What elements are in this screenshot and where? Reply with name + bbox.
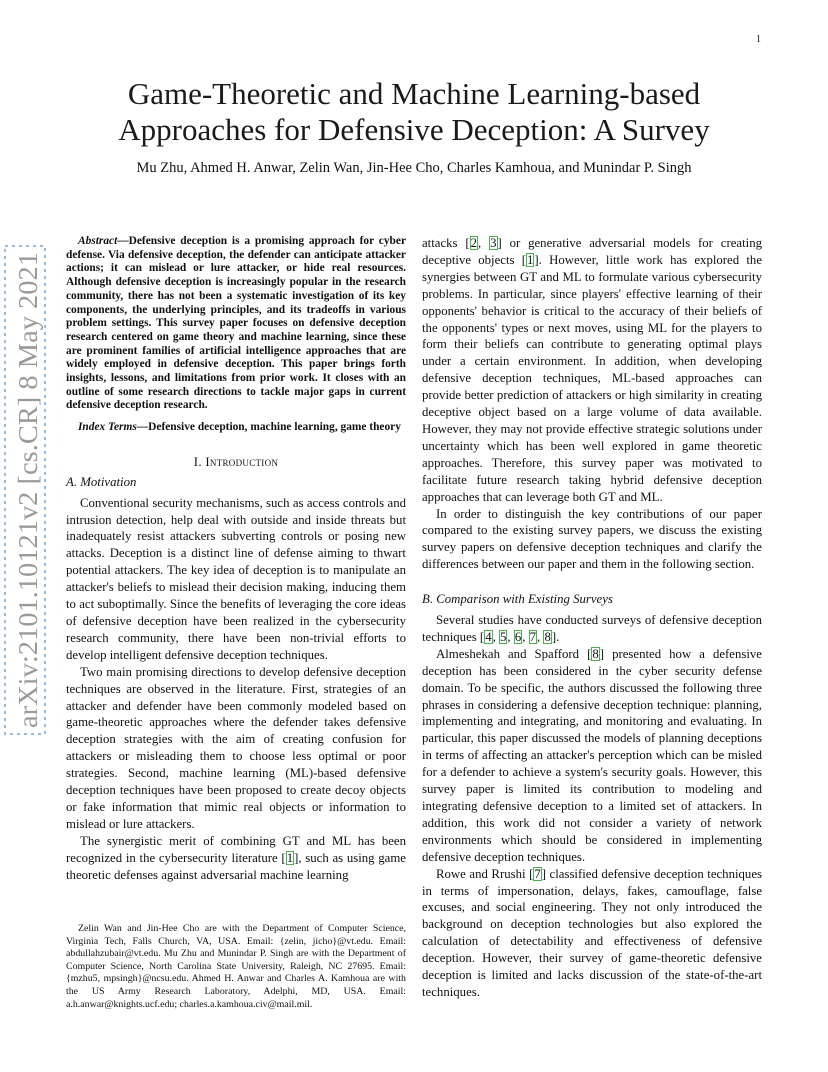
title-line-1: Game-Theoretic and Machine Learning-based [127,76,701,111]
citation-link[interactable]: 7 [529,629,537,644]
right-column [422,235,762,1001]
citation-link[interactable]: 1 [526,252,534,267]
citation-link[interactable]: 2 [470,236,478,250]
abstract [66,235,406,413]
paper-title [40,76,788,148]
title-line-2: Approaches for Defensive Deception: A Survey [118,112,710,147]
citation-link[interactable]: 6 [514,629,522,644]
section-number: I. [193,454,202,469]
author-list: Mu Zhu, Ahmed H. Anwar, Zelin Wan, Jin-Hee Cho, Charles Kamhoua, and Munindar P. Singh [136,160,692,176]
index-terms [66,421,406,435]
paragraph: Several studies have conducted surveys of defensive deception techniques [4, 5, 6, 7, 8]. [422,613,762,644]
index-terms-lead: Index Terms [78,421,137,434]
subsection-motivation: A. Motivation [66,474,137,489]
citation-link[interactable]: 3 [490,236,497,250]
left-column [66,235,406,884]
citation-link[interactable]: 7 [534,866,541,881]
subsection-comparison: B. Comparison with Existing Surveys [422,592,613,607]
section-title: Introduction [205,454,279,469]
paragraph: The synergistic merit of combining GT and ML has been recognized in the cybersecurity literature [1], such as using game theoretic defenses against adversarial machine learning [66,833,406,882]
arxiv-stamp-graphic [2,240,50,740]
citation-link[interactable]: 8 [544,629,551,644]
citation-link[interactable]: 4 [485,629,492,644]
page-number: 1 [756,34,761,45]
paragraph: Almeshekah and Spafford [8] presented how a defensive deception has been considered in the cyber security defense domain. To be specific, the authors discussed the following three phrases in considering a defensive deception technique: planning, implementing and integrating, and monitoring and evaluating. In particular, this paper discussed the models of planning deceptions in terms of affecting an attacker's perception which can be misled for a defender to achieve a system's security goals. However, this survey paper is limited its contribution to modeling and integrating defensive deception to a limited set of attackers. In addition, this work did not consider a variety of network environments which should be considered in implementing defensive deception techniques. [422,646,762,864]
citation-link[interactable]: 5 [500,629,507,644]
paragraph: Rowe and Rrushi [7] classified defensive deception techniques in terms of impersonation, delays, fakes, camouflage, false excuses, and social engineering. They not only introduced the background on deception technologies but also explored the calculation of detectability and effectiveness of defensive deception. However, their survey of game-theoretic defensive deception is limited and lacks discussion of the state-of-the-art techniques. [422,866,762,999]
arxiv-stamp-text: arXiv:2101.10121v2 [cs.CR] 8 May 2021 [12,268,43,728]
abstract-body: —Defensive deception is a promising approach for cyber defense. Via defensive deception, the defender can anticipate attacker actions; it can mislead or lure attacker, or hide real resources. Although defensive deception is increasingly popular in the research community, there has not been a systematic investigation of its key components, the underlying principles, and its tradeoffs in various problem settings. This survey paper focuses on defensive deception research centered on game theory and machine learning, since these are prominent families of artificial intelligence approaches that are widely employed in defensive deception. This paper brings forth insights, lessons, and limitations from prior work. It closes with an outline of some research directions to tackle major gaps in current defensive deception research. [66,235,406,412]
paragraph: In order to distinguish the key contributions of our paper compared to the existing survey papers, we discuss the existing survey papers on defensive deception techniques and clarify the differences between our paper and them in the following section. [422,506,762,572]
citation-link[interactable]: 8 [592,646,599,661]
abstract-lead: Abstract [78,235,118,247]
index-terms-body: —Defensive deception, machine learning, game theory [136,421,401,434]
paragraph: Two main promising directions to develop defensive deception techniques are observed in the literature. First, strategies of an attacker and defender have been commonly modeled based on game-theoretic approaches where the defender takes defensive deception strategies with the aim of creating confusion for attackers or misleading them to choose less optimal or poor strategies. Second, machine learning (ML)-based defensive deception techniques have been proposed to create decoy objects or fake information that mimic real objects or information to mislead or lure attackers. [66,664,406,831]
author-affiliation-footnote: Zelin Wan and Jin-Hee Cho are with the Department of Computer Science, Virginia Tech, Falls Church, VA, USA. Email: {zelin, jicho}@vt.edu. Email: abdullahzubair@vt.edu. Mu Zhu and Munindar P. Singh are with the Department of Computer Science, North Carolina State University, Raleigh, NC 27695. Email: {mzhu5, mpsingh}@ncsu.edu. Ahmed H. Anwar and Charles A. Kamhoua are with the US Army Research Laboratory, Adelphi, MD, USA. Email: a.h.anwar@knights.ucf.edu; charles.a.kamhoua.civ@mail.mil. [66,923,406,1010]
arxiv-stamp[interactable] [2,240,50,740]
paragraph: attacks [2, 3] or generative adversarial models for creating deceptive objects [1]. However, little work has explored the synergies between GT and ML to formulate various cybersecurity problems. In particular, since players' effective learning of their opponents' behavior is critical to the accuracy of their beliefs of the opponents' types or next moves, using ML for the players to form their beliefs can contribute to generating optimal plays under a certain environment. In addition, when developing defensive deception techniques, ML-based approaches can provide better prediction of attackers or high similarity in creating deceptive object based on a large volume of data available. However, they may not provide effective strategic solutions under uncertainty which has been well explored in game theoretic approaches. Therefore, this survey paper was motivated to facilitate future research taking hybrid defensive deception approaches that can leverage both GT and ML. [422,236,762,504]
section-heading-introduction [66,454,406,471]
paragraph: Conventional security mechanisms, such as access controls and intrusion detection, help deal with outside and inside threats but inadequately resist attackers subverting controls or posing new attacks. Deception is a distinct line of defense aiming to thwart potential attackers. The key idea of deception is to manipulate an attacker's beliefs to mislead their decision making, inducing them to act suboptimally. Since the benefits of leveraging the core ideas of defensive deception have been realized in the cybersecurity research community, there have been non-trivial efforts to develop intelligent defensive deception techniques. [66,495,406,662]
citation-link[interactable]: 1 [286,850,294,865]
